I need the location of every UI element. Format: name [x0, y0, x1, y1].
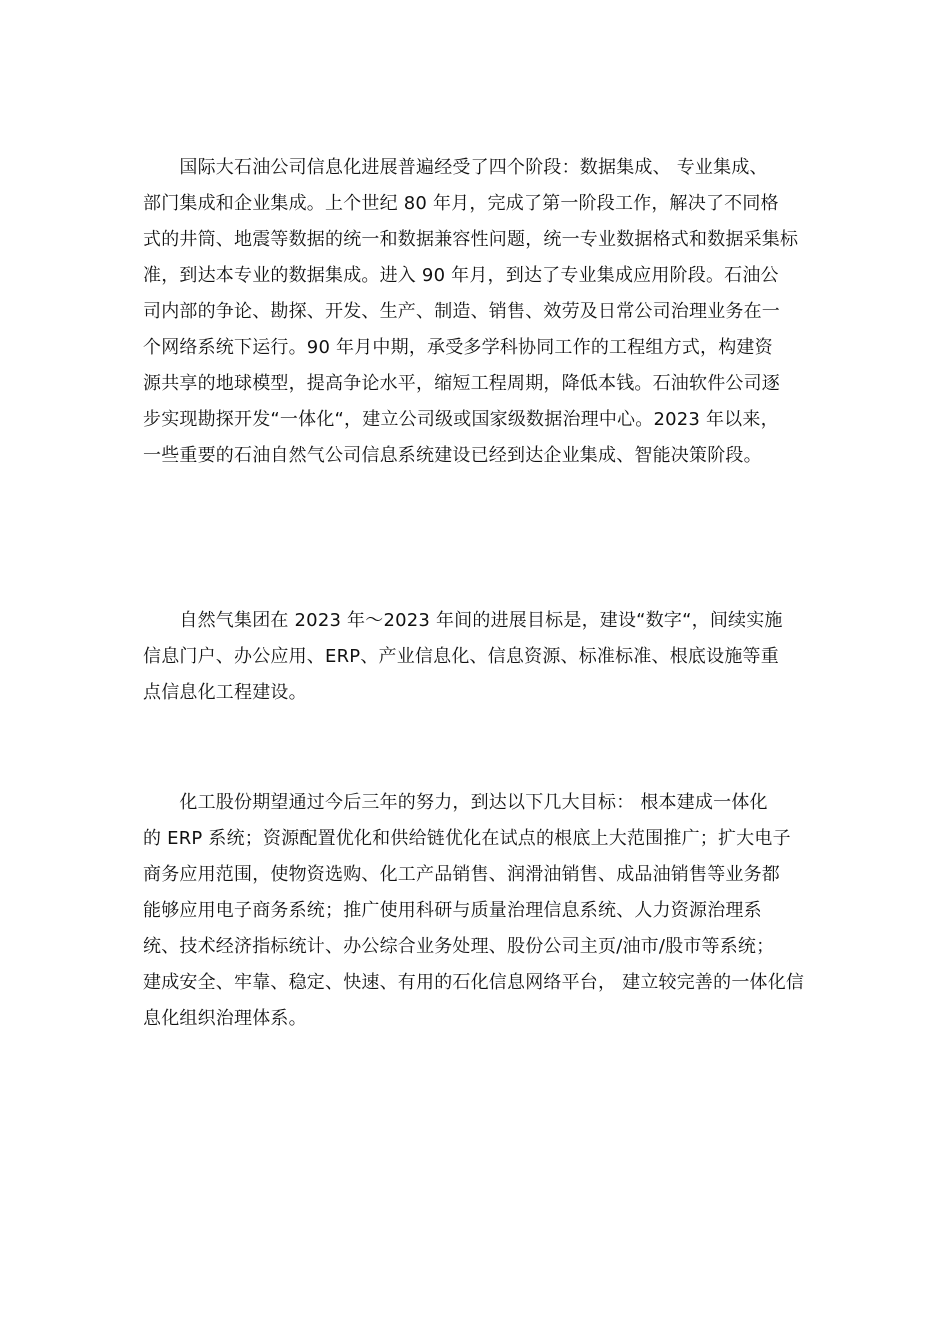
paragraph-line: 式的井筒、地震等数据的统一和数据兼容性问题，统一专业数据格式和数据采集标 — [143, 229, 799, 250]
paragraph-3 — [143, 785, 815, 1037]
paragraph-line: 部门集成和企业集成。上个世纪 80 年月，完成了第一阶段工作，解决了不同格 — [143, 193, 779, 214]
paragraph-2 — [143, 603, 815, 711]
paragraph-line: 信息门户、办公应用、ERP、产业信息化、信息资源、标准标准、根底设施等重 — [143, 646, 779, 667]
paragraph-line: 国际大石油公司信息化进展普遍经受了四个阶段：数据集成、 专业集成、 — [143, 157, 768, 178]
paragraph-line: 自然气集团在 2023 年～2023 年间的进展目标是，建设“数字“，间续实施 — [143, 610, 783, 631]
paragraph-line: 一些重要的石油自然气公司信息系统建设已经到达企业集成、智能决策阶段。 — [143, 445, 762, 466]
paragraph-line: 步实现勘探开发“一体化“，建立公司级或国家级数据治理中心。2023 年以来， — [143, 409, 779, 430]
paragraph-line: 的 ERP 系统；资源配置优化和供给链优化在试点的根底上大范围推广；扩大电子 — [143, 828, 791, 849]
paragraph-line: 点信息化工程建设。 — [143, 682, 307, 703]
paragraph-line: 源共享的地球模型，提高争论水平，缩短工程周期，降低本钱。石油软件公司逐 — [143, 373, 780, 394]
paragraph-line: 个网络系统下运行。90 年月中期，承受多学科协同工作的工程组方式，构建资 — [143, 337, 773, 358]
paragraph-line: 能够应用电子商务系统；推广使用科研与质量治理信息系统、人力资源治理系 — [143, 900, 762, 921]
paragraph-line: 建成安全、牢靠、稳定、快速、有用的石化信息网络平台， 建立较完善的一体化信 — [143, 972, 805, 993]
paragraph-line: 化工股份期望通过今后三年的努力，到达以下几大目标： 根本建成一体化 — [143, 792, 768, 813]
paragraph-line: 司内部的争论、勘探、开发、生产、制造、销售、效劳及日常公司治理业务在一 — [143, 301, 780, 322]
paragraph-line: 息化组织治理体系。 — [143, 1008, 307, 1029]
paragraph-line: 准，到达本专业的数据集成。进入 90 年月，到达了专业集成应用阶段。石油公 — [143, 265, 779, 286]
paragraph-1 — [143, 150, 815, 474]
paragraph-line: 商务应用范围，使物资选购、化工产品销售、润滑油销售、成品油销售等业务都 — [143, 864, 780, 885]
paragraph-line: 统、技术经济指标统计、办公综合业务处理、股份公司主页/油市/股市等系统； — [143, 936, 775, 957]
